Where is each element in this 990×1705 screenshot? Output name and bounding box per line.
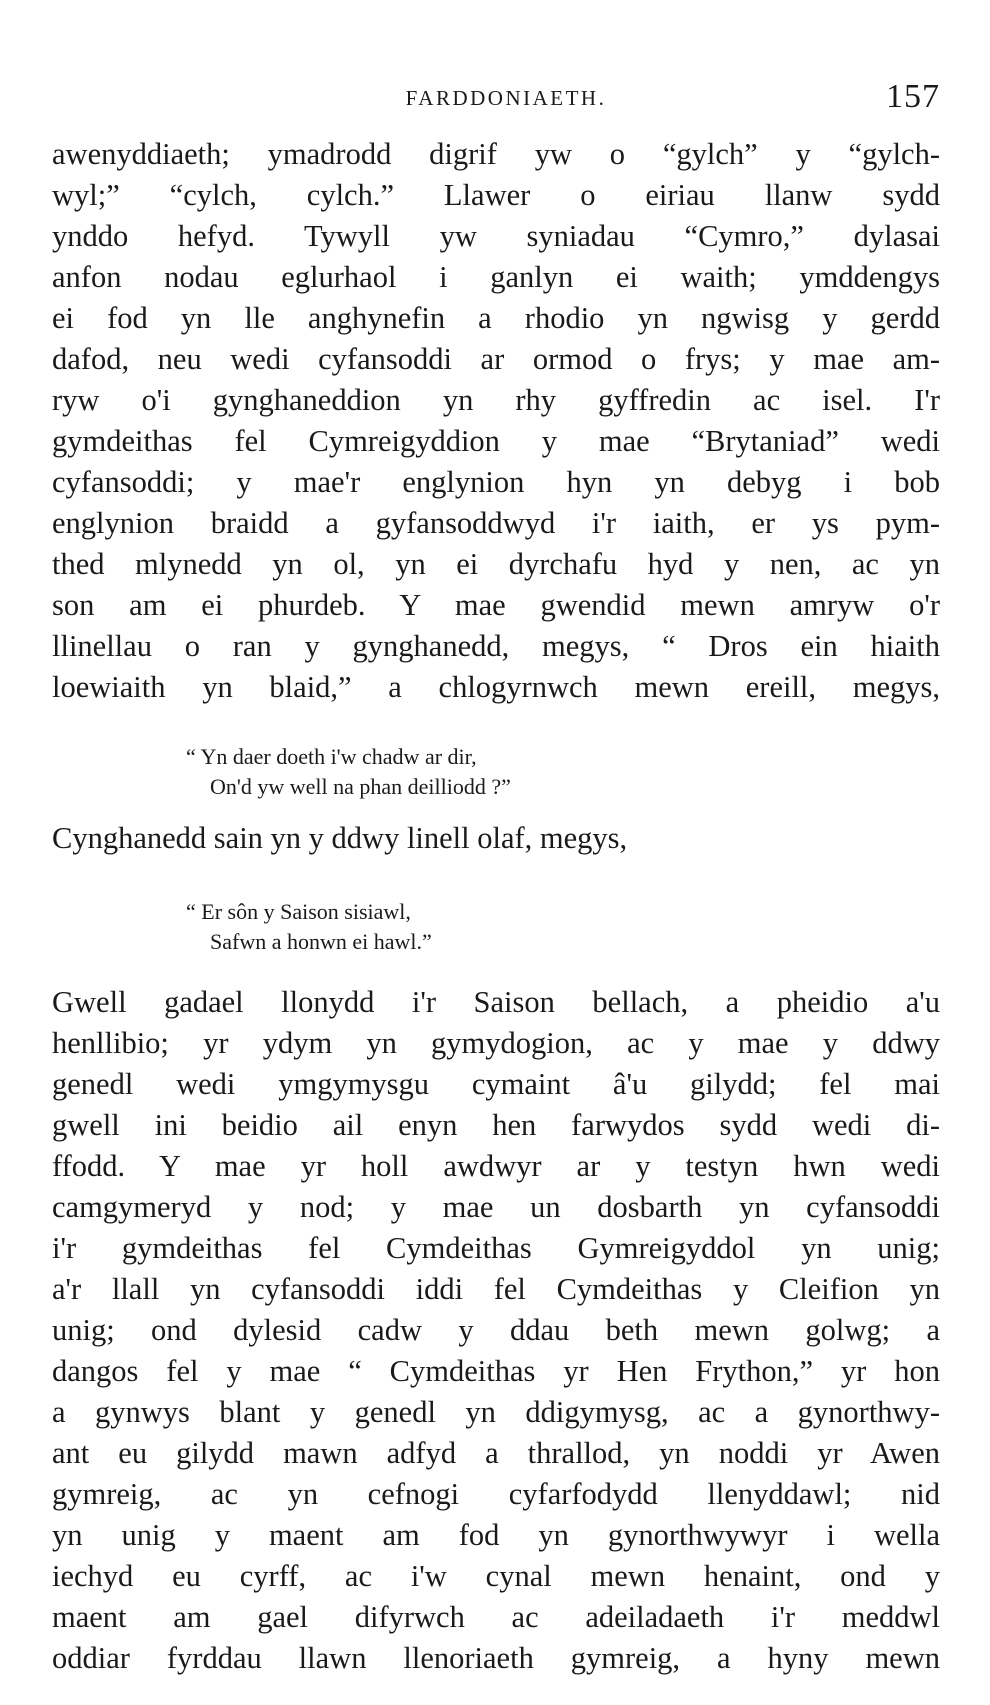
text-line: dafod, neu wedi cyfansoddi ar ormod o frys; y mae am- xyxy=(52,342,940,376)
text-line: gymreig, ac yn cefnogi cyfarfodydd llenyddawl; nid xyxy=(52,1477,940,1511)
verse-quote-2 xyxy=(186,897,786,957)
text-line: llinellau o ran y gynghanedd, megys, “ Dros ein hiaith xyxy=(52,629,940,663)
page-number: 157 xyxy=(886,78,940,115)
verse-line: Safwn a honwn ei hawl.” xyxy=(210,929,432,954)
text-line: anfon nodau eglurhaol i ganlyn ei waith; ymddengys xyxy=(52,260,940,294)
verse-line: “ Yn daer doeth i'w chadw ar dir, xyxy=(186,744,477,769)
text-line: a'r llall yn cyfansoddi iddi fel Cymdeithas y Cleifion yn xyxy=(52,1272,940,1306)
text-line: maent am gael difyrwch ac adeiladaeth i'r meddwl xyxy=(52,1600,940,1634)
paragraph-1 xyxy=(52,134,940,708)
text-line: ffodd. Y mae yr holl awdwyr ar y testyn hwn wedi xyxy=(52,1149,940,1183)
verse-quote-1 xyxy=(186,742,786,802)
text-line: unig; ond dylesid cadw y ddau beth mewn golwg; a xyxy=(52,1313,940,1347)
verse-line: On'd yw well na phan deilliodd ?” xyxy=(210,774,511,799)
text-line: henllibio; yr ydym yn gymydogion, ac y mae y ddwy xyxy=(52,1026,940,1060)
text-line: englynion braidd a gyfansoddwyd i'r iaith, er ys pym- xyxy=(52,506,940,540)
text-line: oddiar fyrddau llawn llenoriaeth gymreig, a hyny mewn xyxy=(52,1641,940,1675)
text-line: awenyddiaeth; ymadrodd digrif yw o “gylch” y “gylch- xyxy=(52,137,940,171)
text-line: iechyd eu cyrff, ac i'w cynal mewn henaint, ond y xyxy=(52,1559,940,1593)
bridge-line xyxy=(52,818,940,859)
text-line: ant eu gilydd mawn adfyd a thrallod, yn noddi yr Awen xyxy=(52,1436,940,1470)
text-line: son am ei phurdeb. Y mae gwendid mewn amryw o'r xyxy=(52,588,940,622)
text-line: ynddo hefyd. Tywyll yw syniadau “Cymro,” dylasai xyxy=(52,219,940,253)
running-title: FARDDONIAETH. xyxy=(405,86,607,110)
text-line: Gwell gadael llonydd i'r Saison bellach, a pheidio a'u xyxy=(52,985,940,1019)
text-line: a gynwys blant y genedl yn ddigymysg, ac a gynorthwy- xyxy=(52,1395,940,1429)
text-line: gymdeithas fel Cymreigyddion y mae “Brytaniad” wedi xyxy=(52,424,940,458)
text-line: camgymeryd y nod; y mae un dosbarth yn cyfansoddi xyxy=(52,1190,940,1224)
text-line: cyfansoddi; y mae'r englynion hyn yn debyg i bob xyxy=(52,465,940,499)
text-line: dangos fel y mae “ Cymdeithas yr Hen Frython,” yr hon xyxy=(52,1354,940,1388)
text-line: thed mlynedd yn ol, yn ei dyrchafu hyd y nen, ac yn xyxy=(52,547,940,581)
text-line: gwell ini beidio ail enyn hen farwydos sydd wedi di- xyxy=(52,1108,940,1142)
page-header xyxy=(52,78,940,118)
text-line: loewiaith yn blaid,” a chlogyrnwch mewn ereill, megys, xyxy=(52,670,940,704)
text-line: ei fod yn lle anghynefin a rhodio yn ngwisg y gerdd xyxy=(52,301,940,335)
paragraph-2 xyxy=(52,982,940,1679)
text-line: genedl wedi ymgymysgu cymaint â'u gilydd; fel mai xyxy=(52,1067,940,1101)
text-line: i'r gymdeithas fel Cymdeithas Gymreigyddol yn unig; xyxy=(52,1231,940,1265)
text-line: wyl;” “cylch, cylch.” Llawer o eiriau llanw sydd xyxy=(52,178,940,212)
text-line: ryw o'i gynghaneddion yn rhy gyffredin ac isel. I'r xyxy=(52,383,940,417)
text-line: yn unig y maent am fod yn gynorthwywyr i wella xyxy=(52,1518,940,1552)
verse-line: “ Er sôn y Saison sisiawl, xyxy=(186,899,411,924)
text-line: Cynghanedd sain yn y ddwy linell olaf, megys, xyxy=(52,821,628,855)
